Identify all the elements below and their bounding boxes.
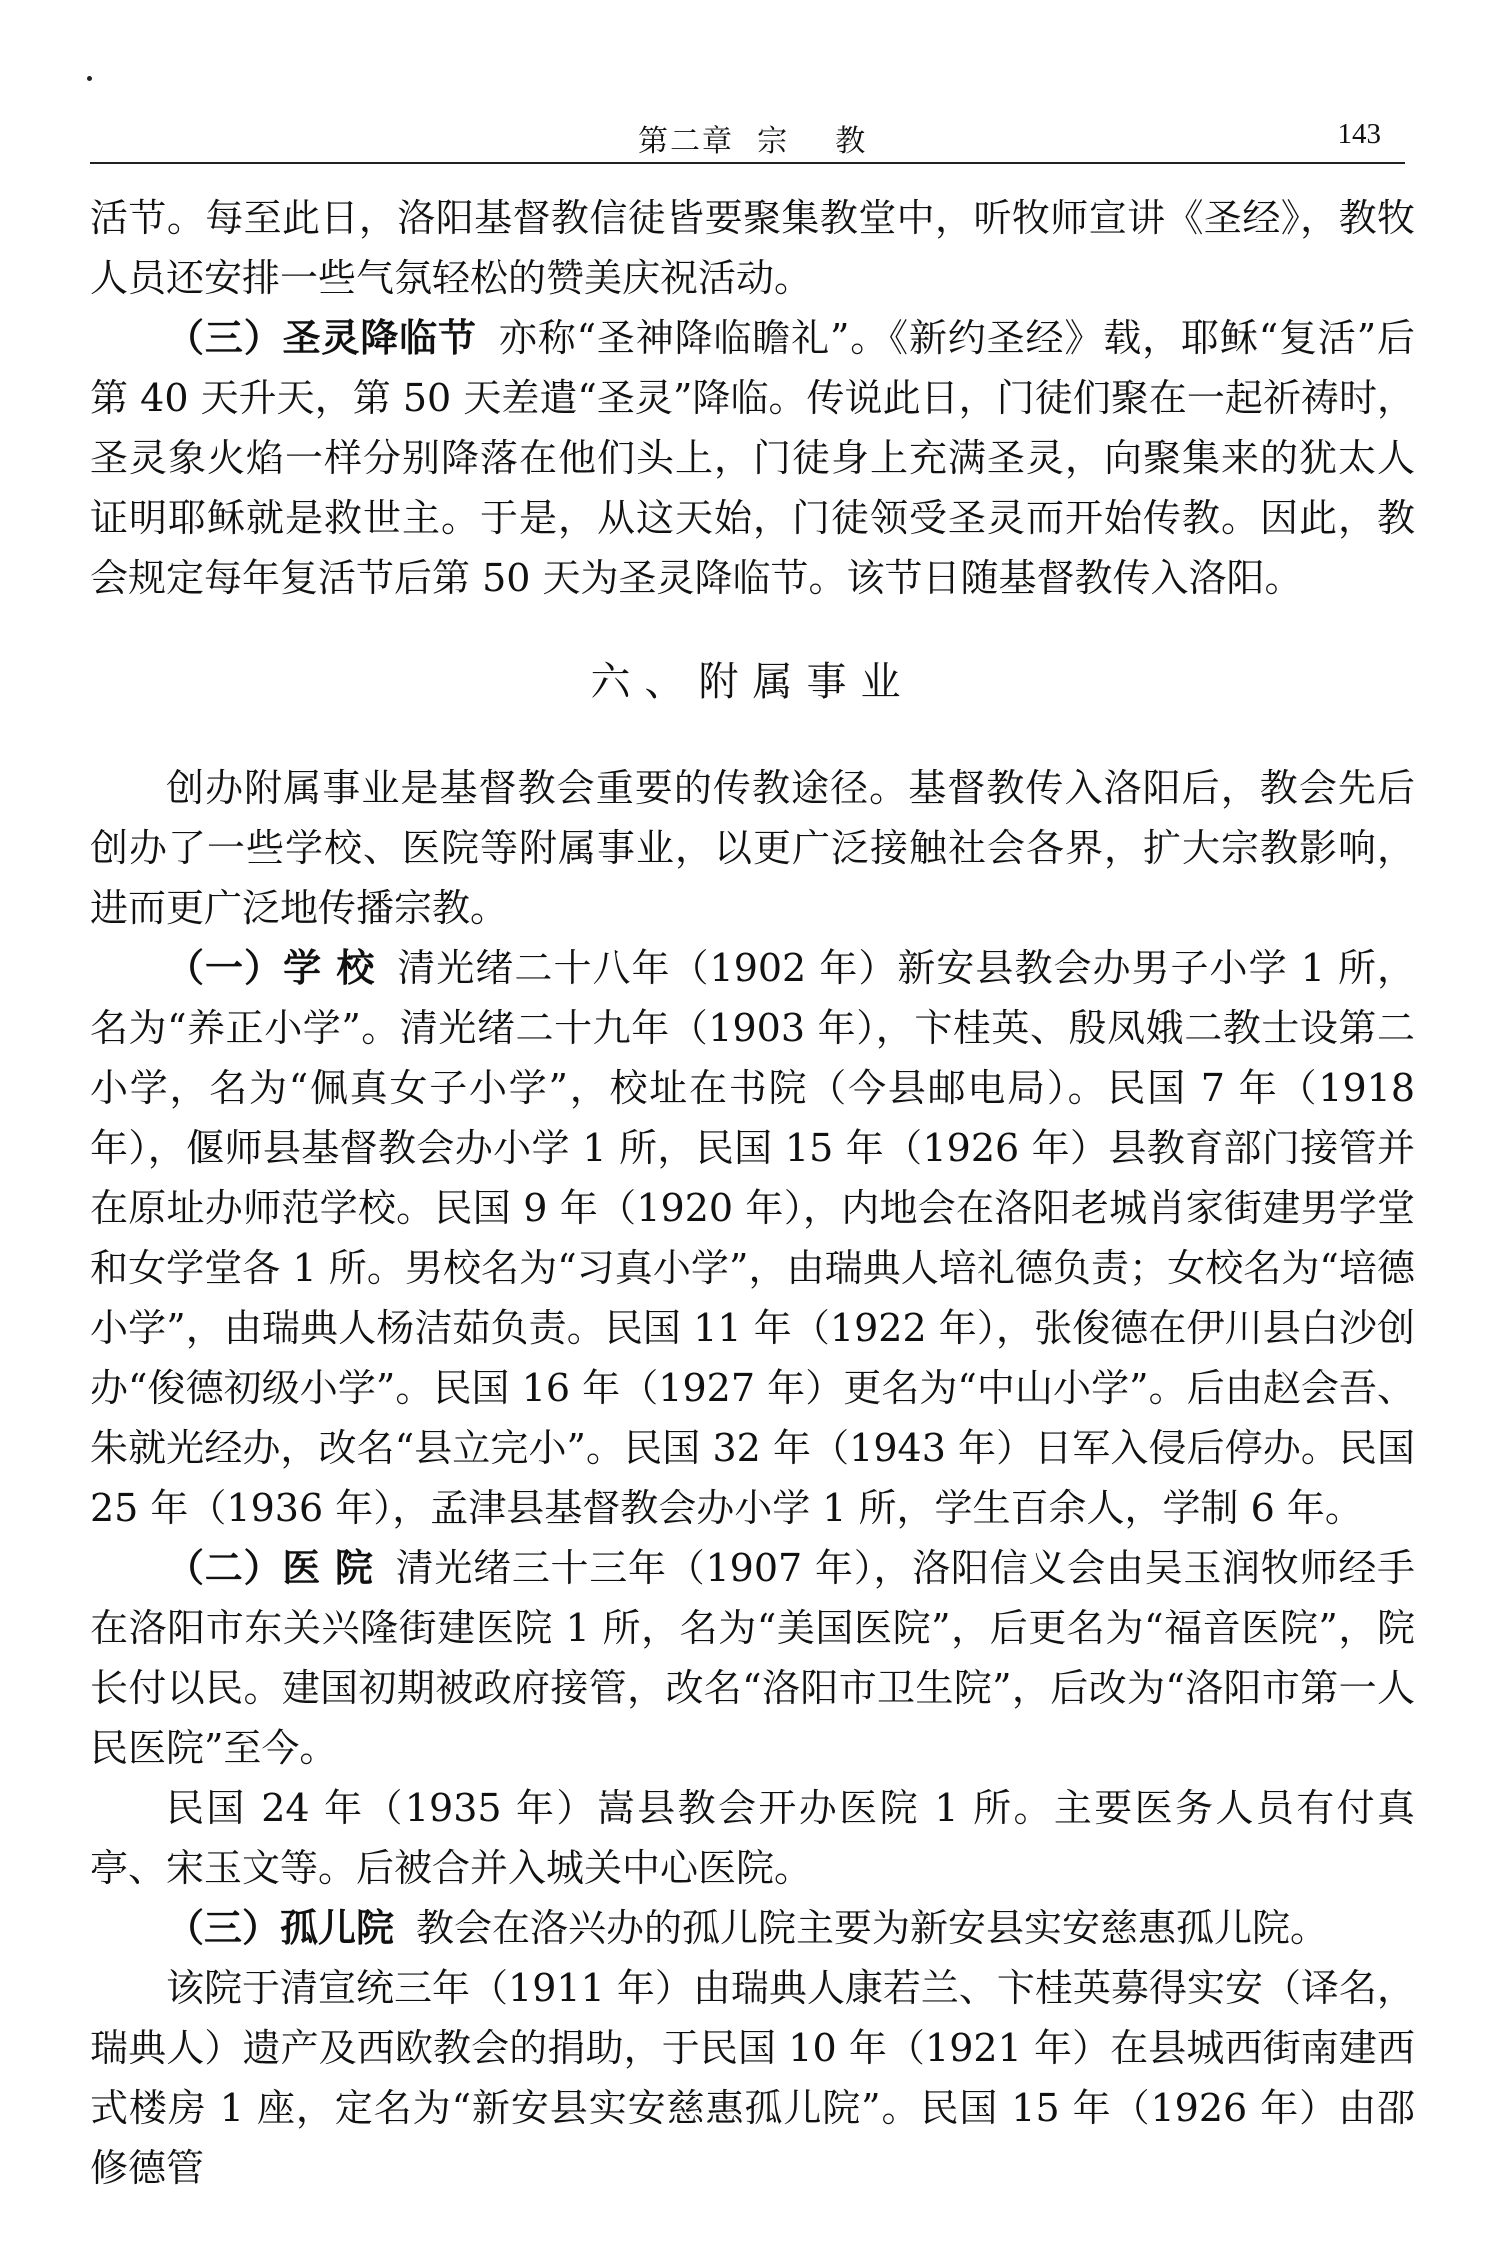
paragraph-subhead: （三）圣灵降临节 — [166, 316, 477, 360]
paragraph — [90, 758, 1415, 938]
paragraph — [90, 308, 1415, 608]
paragraph — [90, 1898, 1415, 1958]
scan-speck — [87, 76, 92, 81]
paragraph-text: 清光绪三十三年（1907 年），洛阳信义会由吴玉润牧师经手在洛阳市东关兴隆街建医院 1 所，名为“美国医院”，后更名为“福音医院”，院长付以民。建国初期被政府接管，改名“洛阳市卫生院”，后改为“洛阳市第一人民医院”至今。 — [90, 1546, 1415, 1770]
paragraph — [90, 1778, 1415, 1898]
paragraph-text: 活节。每至此日，洛阳基督教信徒皆要聚集教堂中，听牧师宣讲《圣经》，教牧人员还安排一些气氛轻松的赞美庆祝活动。 — [90, 196, 1415, 300]
section-title: 六、附属事业 — [590, 659, 915, 705]
body-text — [90, 188, 1415, 2198]
paragraph — [90, 938, 1415, 1538]
paragraph-text: 清光绪二十八年（1902 年）新安县教会办男子小学 1 所，名为“养正小学”。清光绪二十九年（1903 年），卞桂英、殷凤娥二教士设第二小学，名为“佩真女子小学”，校址在书院（今县邮电局）。民国 7 年（1918 年），偃师县基督教会办小学 1 所，民国 15 年（1926 年）县教育部门接管并在原址办师范学校。民国 9 年（1920 年），内地会在洛阳老城肖家街建男学堂和女学堂各 1 所。男校名为“习真小学”，由瑞典人培礼德负责；女校名为“培德小学”，由瑞典人杨洁茹负责。民国 11 年（1922 年），张俊德在伊川县白沙创办“俊德初级小学”。民国 16 年（1927 年）更名为“中山小学”。后由赵会吾、朱就光经办，改名“县立完小”。民国 32 年（1943 年）日军入侵后停办。民国 25 年（1936 年），孟津县基督教会办小学 1 所，学生百余人，学制 6 年。 — [90, 946, 1415, 1530]
paragraph-text: 该院于清宣统三年（1911 年）由瑞典人康若兰、卞桂英募得实安（译名，瑞典人）遗产及西欧教会的捐助，于民国 10 年（1921 年）在县城西街南建西式楼房 1 座，定名为“新安县实安慈惠孤儿院”。民国 15 年（1926 年）由邵修德管 — [90, 1966, 1415, 2190]
paragraph-text: 教会在洛兴办的孤儿院主要为新安县实安慈惠孤儿院。 — [416, 1906, 1329, 1950]
paragraph-subhead: （一）学 校 — [166, 946, 376, 990]
paragraph — [90, 1538, 1415, 1778]
paragraph-text: 亦称“圣神降临瞻礼”。《新约圣经》载，耶稣“复活”后第 40 天升天，第 50 天差遣“圣灵”降临。传说此日，门徒们聚在一起祈祷时，圣灵象火焰一样分别降落在他们头上，门徒身上充满圣灵，向聚集来的犹太人证明耶稣就是救世主。于是，从这天始，门徒领受圣灵而开始传教。因此，教会规定每年复活节后第 50 天为圣灵降临节。该节日随基督教传入洛阳。 — [90, 316, 1415, 600]
paragraph-subhead: （三）孤儿院 — [166, 1906, 395, 1950]
paragraph — [90, 1958, 1415, 2198]
running-header — [90, 112, 1405, 164]
paragraph — [90, 188, 1415, 308]
paragraph-subhead: （二）医 院 — [166, 1546, 374, 1590]
page-number: 143 — [1337, 118, 1381, 150]
paragraph-text: 民国 24 年（1935 年）嵩县教会开办医院 1 所。主要医务人员有付真亭、宋玉文等。后被合并入城关中心医院。 — [90, 1786, 1415, 1890]
chapter-title: 第二章 宗 教 — [638, 124, 868, 159]
paragraph-text: 创办附属事业是基督教会重要的传教途径。基督教传入洛阳后，教会先后创办了一些学校、医院等附属事业，以更广泛接触社会各界，扩大宗教影响，进而更广泛地传播宗教。 — [90, 766, 1415, 930]
